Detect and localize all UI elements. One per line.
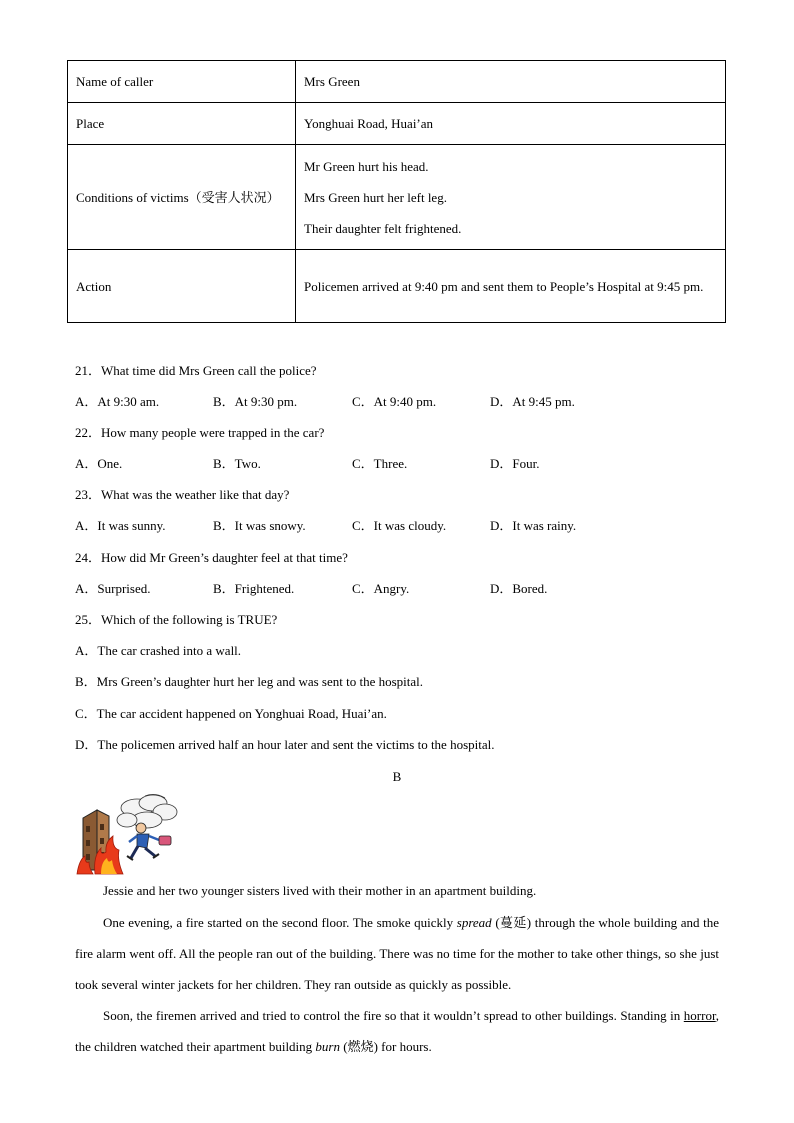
table-label: Action xyxy=(68,250,296,323)
passage-paragraph xyxy=(75,875,719,906)
option-d: D．Four. xyxy=(490,456,540,471)
table-label: Place xyxy=(68,103,296,145)
paragraph-text: Jessie and her two younger sisters lived with their mother in an apartment building. xyxy=(103,883,537,898)
info-table xyxy=(67,60,726,323)
gloss: (蔓延) xyxy=(491,915,532,930)
table-label: Conditions of victims（受害人状况） xyxy=(68,145,296,250)
italic-word: burn xyxy=(315,1039,340,1054)
underlined-word: horror xyxy=(683,1008,716,1023)
question-stem: 25．Which of the following is TRUE? xyxy=(75,612,278,627)
table-value: Mrs Green xyxy=(296,61,726,103)
option-a: A．Surprised. xyxy=(75,581,151,596)
table-row xyxy=(68,103,726,145)
question-stem: 21．What time did Mrs Green call the police? xyxy=(75,363,317,378)
table-value-line: Their daughter felt frightened. xyxy=(304,220,462,236)
paragraph-text: One evening, a fire started on the second floor. The smoke quickly xyxy=(103,915,457,930)
passage-paragraph xyxy=(75,1000,719,1062)
table-value-multiline xyxy=(296,145,726,250)
gloss: (燃烧) xyxy=(339,1039,378,1054)
fire-illustration xyxy=(75,790,185,875)
option-a: A．At 9:30 am. xyxy=(75,394,160,409)
option-c: C．At 9:40 pm. xyxy=(352,394,437,409)
table-row xyxy=(68,145,726,250)
option-c: C．Three. xyxy=(352,456,408,471)
option-b: B．Two. xyxy=(213,456,261,471)
option-c: C．It was cloudy. xyxy=(352,518,447,533)
option-a: A．One. xyxy=(75,456,123,471)
table-value-line: Mrs Green hurt her left leg. xyxy=(304,189,447,205)
table-row xyxy=(68,61,726,103)
option-b: B．Mrs Green’s daughter hurt her leg and was sent to the hospital. xyxy=(75,674,424,689)
table-value: Policemen arrived at 9:40 pm and sent them to People’s Hospital at 9:45 pm. xyxy=(296,250,726,323)
option-a: A．It was sunny. xyxy=(75,518,166,533)
paragraph-text: through the whole building and the fire alarm went off. All the people ran out of the building. There was no time for the mother to take other things, so she just took several winter jackets for her children. They ran outside as quickly as possible. xyxy=(75,915,719,992)
option-c: C．The car accident happened on Yonghuai Road, Huai’an. xyxy=(75,706,387,721)
option-b: B．At 9:30 pm. xyxy=(213,394,298,409)
paragraph-text: for hours. xyxy=(377,1039,432,1054)
section-label: B xyxy=(392,769,402,784)
option-b: B．It was snowy. xyxy=(213,518,306,533)
passage-paragraph xyxy=(75,907,719,1000)
option-c: C．Angry. xyxy=(352,581,410,596)
option-d: D．It was rainy. xyxy=(490,518,577,533)
paragraph-text: Soon, the firemen arrived and tried to control the fire so that it wouldn’t spread to other buildings. Standing in xyxy=(103,1008,684,1023)
paragraph-text: , the children watched their apartment building xyxy=(75,1008,719,1054)
option-b: B．Frightened. xyxy=(213,581,295,596)
table-row xyxy=(68,250,726,323)
table-value: Yonghuai Road, Huai’an xyxy=(296,103,726,145)
option-d: D．Bored. xyxy=(490,581,548,596)
table-value-line: Mr Green hurt his head. xyxy=(304,158,429,174)
option-d: D．At 9:45 pm. xyxy=(490,394,575,409)
question-stem: 23．What was the weather like that day? xyxy=(75,487,290,502)
option-d: D．The policemen arrived half an hour later and sent the victims to the hospital. xyxy=(75,737,495,752)
italic-word: spread xyxy=(456,915,492,930)
option-a: A．The car crashed into a wall. xyxy=(75,643,242,658)
table-label: Name of caller xyxy=(68,61,296,103)
question-stem: 22．How many people were trapped in the car? xyxy=(75,425,325,440)
question-stem: 24．How did Mr Green’s daughter feel at that time? xyxy=(75,550,348,565)
